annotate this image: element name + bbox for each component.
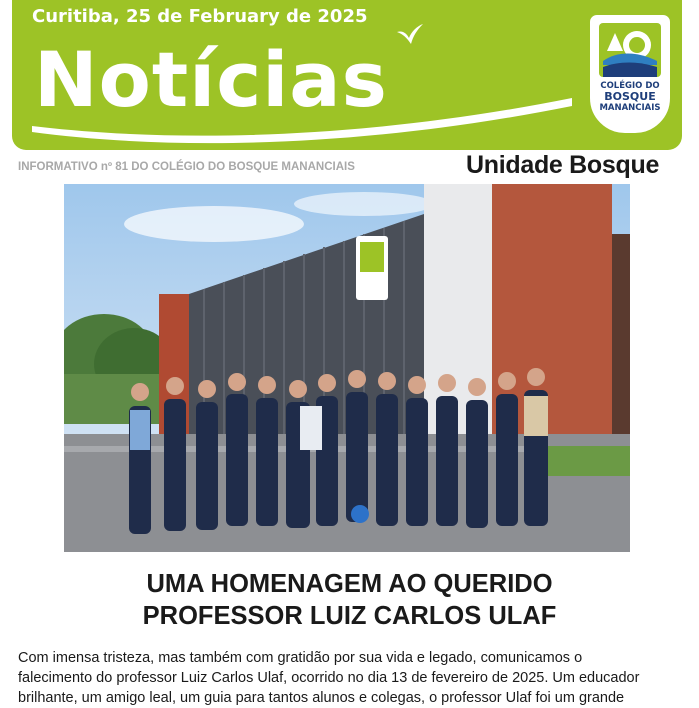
headline-line-2: PROFESSOR LUIZ CARLOS ULAF (142, 602, 557, 630)
article-headline (0, 568, 699, 632)
headline-line-1: UMA HOMENAGEM AO QUERIDO (146, 570, 553, 598)
body-line-2: falecimento do professor Luiz Carlos Ulaf, ocorrido no dia 13 de fevereiro de 2025. Um educador (18, 670, 640, 686)
logo-caption (590, 81, 670, 113)
body-line-3: brilhante, um amigo leal, um guia para tantos alunos e colegas, o professor Ulaf foi um grande (18, 690, 625, 706)
issue-date: Curitiba, 25 de February de 2025 (32, 6, 368, 27)
newsletter-title: Notícias (34, 35, 388, 124)
logo-line-3: MANANCIAIS (599, 103, 661, 113)
body-line-1: Com imensa tristeza, mas também com gratidão por sua vida e legado, comunicamos o (18, 650, 583, 666)
logo-emblem-icon (597, 21, 663, 79)
header-banner (12, 0, 682, 150)
issue-subtitle: INFORMATIVO nº 81 DO COLÉGIO DO BOSQUE MANANCIAIS (18, 161, 355, 173)
bird-icon (395, 22, 425, 46)
unit-name: Unidade Bosque (466, 151, 660, 179)
article-body (18, 648, 688, 708)
article-photo (64, 184, 630, 552)
logo-line-1: COLÉGIO DO (600, 81, 660, 91)
group-photo-illustration (64, 184, 630, 552)
logo-line-2: BOSQUE (604, 90, 656, 103)
school-logo (587, 12, 673, 136)
